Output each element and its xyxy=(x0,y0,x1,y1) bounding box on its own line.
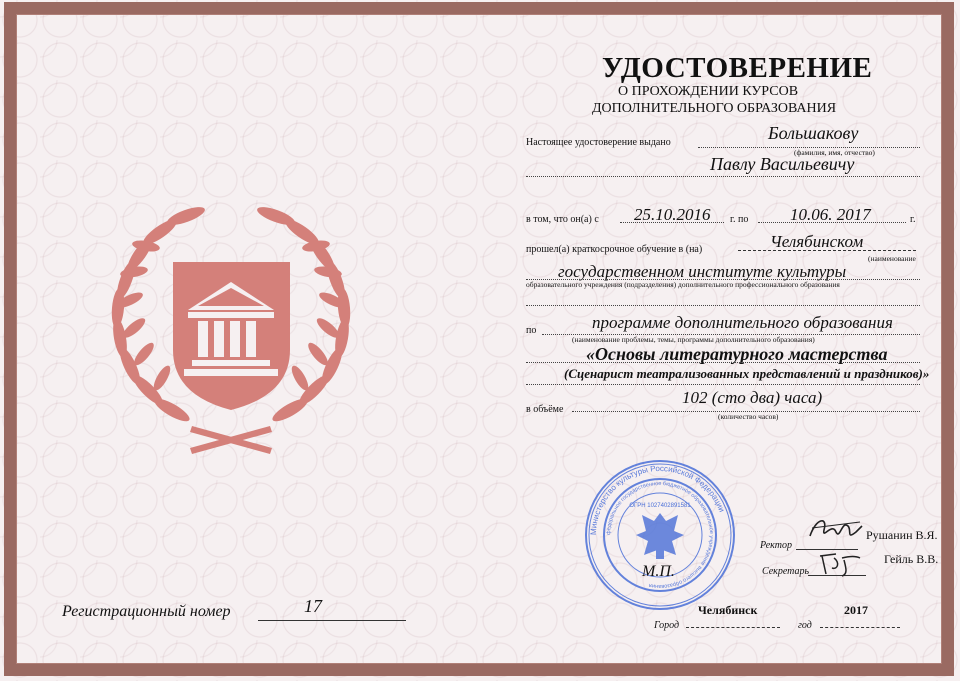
city-label: Город xyxy=(654,620,680,631)
secretary-signature xyxy=(816,548,866,578)
program-line2-rule xyxy=(526,362,920,363)
rector-name: Рушанин В.Я. xyxy=(866,528,938,542)
stamp-place-mp: М.П. xyxy=(642,563,675,580)
fio-hint: (фамилия, имя, отчество) xyxy=(794,148,875,157)
reg-number-label: Регистрационный номер xyxy=(62,603,231,620)
institution-hint-org: образовательного учреждения (подразделения) дополнительного профессионального образования xyxy=(526,280,840,289)
subtitle-line-2: ДОПОЛНИТЕЛЬНОГО ОБРАЗОВАНИЯ xyxy=(592,101,837,116)
issued-label: Настоящее удостоверение выдано xyxy=(526,137,671,148)
city-line xyxy=(686,627,780,628)
city-value: Челябинск xyxy=(698,603,758,617)
volume-value: 102 (сто два) часа) xyxy=(682,388,823,407)
secretary-name: Гейль В.В. xyxy=(884,552,939,566)
institution-city: Челябинском xyxy=(770,232,864,251)
program-line1: программе дополнительного образования xyxy=(592,313,893,332)
surname-value: Большакову xyxy=(768,123,859,143)
secretary-label: Секретарь xyxy=(762,566,810,577)
institution-prefix: прошел(а) краткосрочное обучение в (на) xyxy=(526,244,703,255)
reg-number-line xyxy=(258,620,406,621)
program-hint: (наименование проблемы, темы, программы дополнительного образования) xyxy=(572,335,815,344)
reg-number-value: 17 xyxy=(304,596,322,616)
rector-label: Ректор xyxy=(760,540,792,551)
program-title: «Основы литературного мастерства xyxy=(586,344,888,364)
program-prefix: по xyxy=(526,325,537,336)
hours-hint: (количество часов) xyxy=(718,412,779,421)
year-value: 2017 xyxy=(844,603,868,617)
name-line xyxy=(526,176,920,177)
institution-line2: государственном институте культуры xyxy=(558,262,847,281)
date-from: 25.10.2016 xyxy=(634,205,711,224)
rector-signature xyxy=(806,512,866,546)
program-subtitle: (Сценарист театрализованных представлений и праздников)» xyxy=(564,366,930,381)
official-stamp xyxy=(580,455,740,615)
year-label: год xyxy=(798,620,812,631)
document-title: УДОСТОВЕРЕНИЕ xyxy=(602,52,873,84)
year-line xyxy=(820,627,900,628)
eagle-icon xyxy=(636,513,684,559)
program-line3-rule xyxy=(526,384,920,385)
date-to: 10.06. 2017 xyxy=(790,205,871,224)
subtitle-line-1: О ПРОХОЖДЕНИИ КУРСОВ xyxy=(618,84,799,99)
institution-hint-name: (наименование xyxy=(868,254,916,263)
stamp-ogrn: ОГРН 1027402891581 xyxy=(629,503,691,509)
institute-emblem xyxy=(100,200,370,470)
stamp-outer-text: Министерство культуры Российской Федерации xyxy=(588,463,727,536)
stamp-ring-text: федеральное государственное бюджетное образовательное учреждение высшего образования xyxy=(605,480,715,590)
blank-line xyxy=(526,305,920,306)
period-prefix: в том, что он(а) с xyxy=(526,214,599,225)
volume-label: в объёме xyxy=(526,404,564,415)
period-suffix: г. xyxy=(910,214,916,225)
name-value: Павлу Васильевичу xyxy=(710,154,855,174)
period-mid: г. по xyxy=(730,214,749,225)
